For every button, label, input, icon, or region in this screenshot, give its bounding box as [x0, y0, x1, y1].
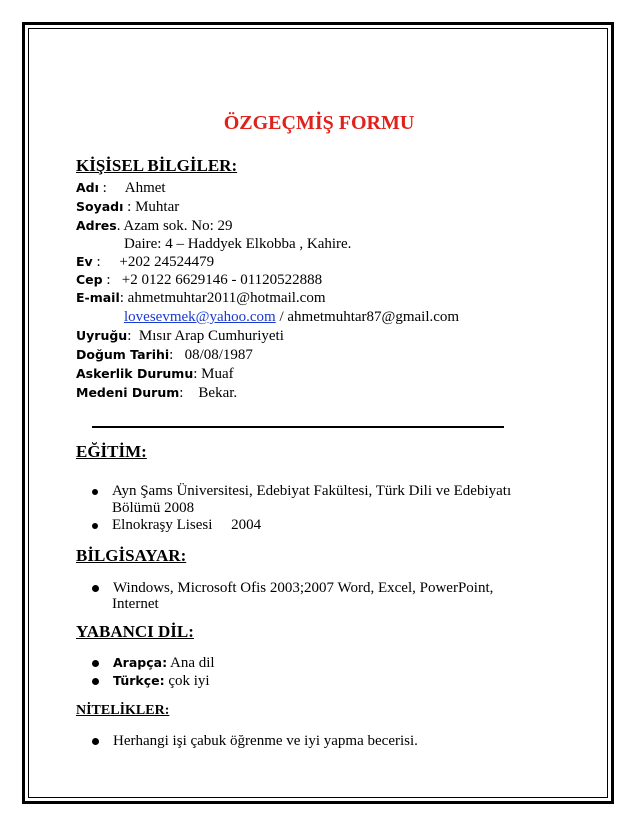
- mobile-phone-row: [76, 272, 322, 289]
- email-link[interactable]: lovesevmek@yahoo.com: [124, 309, 276, 325]
- language-turkish-label: Türkçe:: [113, 673, 165, 688]
- education-item-2-text: Elnokraşy Lisesi 2004: [112, 517, 262, 533]
- email-value: : ahmetmuhtar2011@hotmail.com: [119, 290, 326, 306]
- computer-item-1-line2: Internet: [112, 596, 159, 612]
- computer-item-1-text: Windows, Microsoft Ofis 2003;2007 Word, Excel, PowerPoint,: [113, 580, 494, 596]
- surname-value: Muhtar: [135, 199, 180, 215]
- mobile-phone-value: +2 0122 6629146 - 01120522888: [121, 272, 323, 288]
- email-line2: [124, 309, 459, 326]
- bullet-icon: [92, 523, 98, 529]
- computer-heading: BİLGİSAYAR:: [76, 546, 187, 565]
- home-phone-label: Ev: [76, 254, 93, 269]
- surname-row: [76, 199, 179, 216]
- marital-status-label: Medeni Durum: [76, 385, 180, 400]
- education-item-1-line2: Bölümü 2008: [112, 500, 195, 516]
- marital-status-value: : Bekar.: [179, 385, 238, 401]
- nationality-value: : Mısır Arap Cumhuriyeti: [127, 328, 284, 344]
- languages-heading: YABANCI DİL:: [76, 622, 194, 641]
- home-phone-value: +202 24524479: [119, 254, 215, 270]
- education-item-2: [92, 517, 261, 534]
- language-turkish-value: çok iyi: [164, 673, 210, 689]
- military-status-value: : Muaf: [193, 366, 234, 382]
- birth-date-label: Doğum Tarihi: [76, 347, 170, 362]
- mobile-phone-sep: :: [102, 272, 122, 288]
- address-row: [76, 218, 233, 235]
- education-heading: EĞİTİM:: [76, 442, 147, 461]
- name-label: Adı: [76, 180, 99, 195]
- address-line2: Daire: 4 – Haddyek Elkobba , Kahire.: [124, 236, 352, 252]
- military-status-row: [76, 366, 234, 383]
- name-row: [76, 180, 166, 197]
- bullet-icon: [92, 489, 98, 495]
- language-arabic-value: Ana dil: [167, 655, 215, 671]
- birth-date-row: [76, 347, 253, 364]
- email-rest: / ahmetmuhtar87@gmail.com: [275, 309, 460, 325]
- education-item-1: [92, 483, 511, 500]
- document-title: ÖZGEÇMİŞ FORMU: [223, 112, 415, 134]
- address-label: Adres: [76, 218, 117, 233]
- home-phone-sep: :: [92, 254, 120, 270]
- bullet-icon: [92, 738, 99, 745]
- birth-date-value: : 08/08/1987: [169, 347, 253, 363]
- language-arabic: [92, 655, 215, 672]
- bullet-icon: [92, 678, 99, 685]
- bullet-icon: [92, 585, 99, 592]
- surname-sep: :: [123, 199, 136, 215]
- marital-status-row: [76, 385, 237, 402]
- name-value: Ahmet: [124, 180, 166, 196]
- computer-item-1: [92, 580, 493, 597]
- military-status-label: Askerlik Durumu: [76, 366, 194, 381]
- qualifications-heading: NİTELİKLER:: [76, 703, 170, 718]
- language-arabic-label: Arapça:: [113, 655, 168, 670]
- nationality-label: Uyruğu: [76, 328, 128, 343]
- email-label: E-mail: [76, 290, 120, 305]
- language-turkish: [92, 673, 210, 690]
- email-row: [76, 290, 325, 307]
- personal-info-heading: KİŞİSEL BİLGİLER:: [76, 156, 238, 175]
- bullet-icon: [92, 660, 99, 667]
- section-divider: [92, 426, 504, 428]
- qualification-item-1-text: Herhangi işi çabuk öğrenme ve iyi yapma becerisi.: [113, 733, 418, 749]
- address-value: . Azam sok. No: 29: [116, 218, 233, 234]
- surname-label: Soyadı: [76, 199, 124, 214]
- education-item-1-text: Ayn Şams Üniversitesi, Edebiyat Fakültesi, Türk Dili ve Edebiyatı: [112, 483, 512, 499]
- qualification-item-1: [92, 733, 418, 750]
- home-phone-row: [76, 254, 214, 271]
- mobile-phone-label: Cep: [76, 272, 103, 287]
- nationality-row: [76, 328, 284, 345]
- name-sep: :: [98, 180, 125, 196]
